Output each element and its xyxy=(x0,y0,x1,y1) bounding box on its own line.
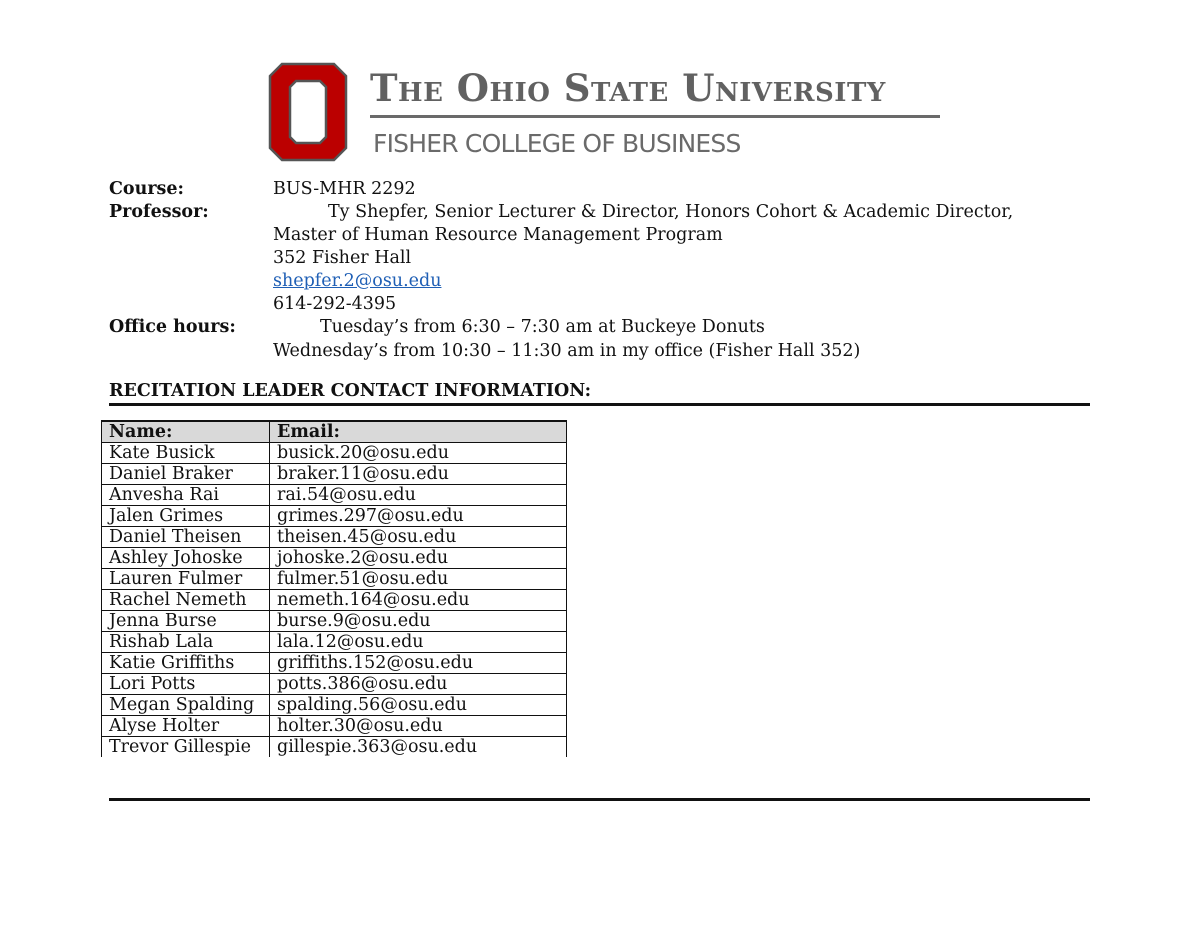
column-header-name: Name: xyxy=(102,421,270,443)
leader-email: gillespie.363@osu.edu xyxy=(270,737,567,758)
professor-label: Professor: xyxy=(109,202,209,222)
leader-email: grimes.297@osu.edu xyxy=(270,506,567,527)
leader-name: Rachel Nemeth xyxy=(102,590,270,611)
leader-name: Megan Spalding xyxy=(102,695,270,716)
office-hours-line1: Tuesday’s from 6:30 – 7:30 am at Buckeye Donuts xyxy=(320,317,765,337)
professor-title-line1: Ty Shepfer, Senior Lecturer & Director, Honors Cohort & Academic Director, xyxy=(328,202,1014,222)
course-label: Course: xyxy=(109,179,184,199)
recitation-heading: RECITATION LEADER CONTACT INFORMATION: xyxy=(109,381,592,401)
leader-email: lala.12@osu.edu xyxy=(270,632,567,653)
table-row xyxy=(102,737,567,758)
leader-name: Trevor Gillespie xyxy=(102,737,270,758)
office-hours-line2: Wednesday’s from 10:30 – 11:30 am in my office (Fisher Hall 352) xyxy=(273,341,861,361)
table-row xyxy=(102,695,567,716)
professor-title-line2: Master of Human Resource Management Program xyxy=(273,225,723,245)
professor-email-link[interactable]: shepfer.2@osu.edu xyxy=(273,271,442,291)
leader-name: Jalen Grimes xyxy=(102,506,270,527)
osu-fisher-logo xyxy=(268,62,948,162)
table-row xyxy=(102,506,567,527)
leader-email: fulmer.51@osu.edu xyxy=(270,569,567,590)
table-header-row xyxy=(102,421,567,443)
leader-email: spalding.56@osu.edu xyxy=(270,695,567,716)
table-row xyxy=(102,464,567,485)
leader-name: Rishab Lala xyxy=(102,632,270,653)
leader-name: Katie Griffiths xyxy=(102,653,270,674)
logo-title: The Ohio State University xyxy=(370,66,886,110)
leader-name: Lauren Fulmer xyxy=(102,569,270,590)
bottom-divider xyxy=(109,798,1090,801)
table-row xyxy=(102,674,567,695)
column-header-email: Email: xyxy=(270,421,567,443)
leader-email: theisen.45@osu.edu xyxy=(270,527,567,548)
leader-email: nemeth.164@osu.edu xyxy=(270,590,567,611)
leader-email: busick.20@osu.edu xyxy=(270,443,567,464)
table-row xyxy=(102,548,567,569)
table-row xyxy=(102,590,567,611)
table-row xyxy=(102,443,567,464)
logo-subtitle: FISHER COLLEGE OF BUSINESS xyxy=(373,129,741,158)
table-row xyxy=(102,485,567,506)
table-row xyxy=(102,527,567,548)
leader-name: Jenna Burse xyxy=(102,611,270,632)
leader-email: johoske.2@osu.edu xyxy=(270,548,567,569)
table-row xyxy=(102,716,567,737)
table-row xyxy=(102,653,567,674)
leader-name: Anvesha Rai xyxy=(102,485,270,506)
course-value: BUS-MHR 2292 xyxy=(273,179,416,199)
table-row xyxy=(102,632,567,653)
professor-phone: 614-292-4395 xyxy=(273,294,397,314)
leader-name: Alyse Holter xyxy=(102,716,270,737)
leader-email: rai.54@osu.edu xyxy=(270,485,567,506)
leader-email: griffiths.152@osu.edu xyxy=(270,653,567,674)
heading-divider xyxy=(109,403,1090,406)
leader-email: braker.11@osu.edu xyxy=(270,464,567,485)
block-o-icon xyxy=(268,62,348,162)
office-hours-label: Office hours: xyxy=(109,317,236,337)
leader-email: burse.9@osu.edu xyxy=(270,611,567,632)
leader-name: Daniel Braker xyxy=(102,464,270,485)
leader-email: holter.30@osu.edu xyxy=(270,716,567,737)
leader-name: Daniel Theisen xyxy=(102,527,270,548)
logo-divider xyxy=(370,115,940,118)
leader-name: Lori Potts xyxy=(102,674,270,695)
leader-name: Ashley Johoske xyxy=(102,548,270,569)
recitation-contacts-table xyxy=(101,420,567,757)
leader-email: potts.386@osu.edu xyxy=(270,674,567,695)
professor-office: 352 Fisher Hall xyxy=(273,248,412,268)
table-row xyxy=(102,611,567,632)
table-row xyxy=(102,569,567,590)
leader-name: Kate Busick xyxy=(102,443,270,464)
